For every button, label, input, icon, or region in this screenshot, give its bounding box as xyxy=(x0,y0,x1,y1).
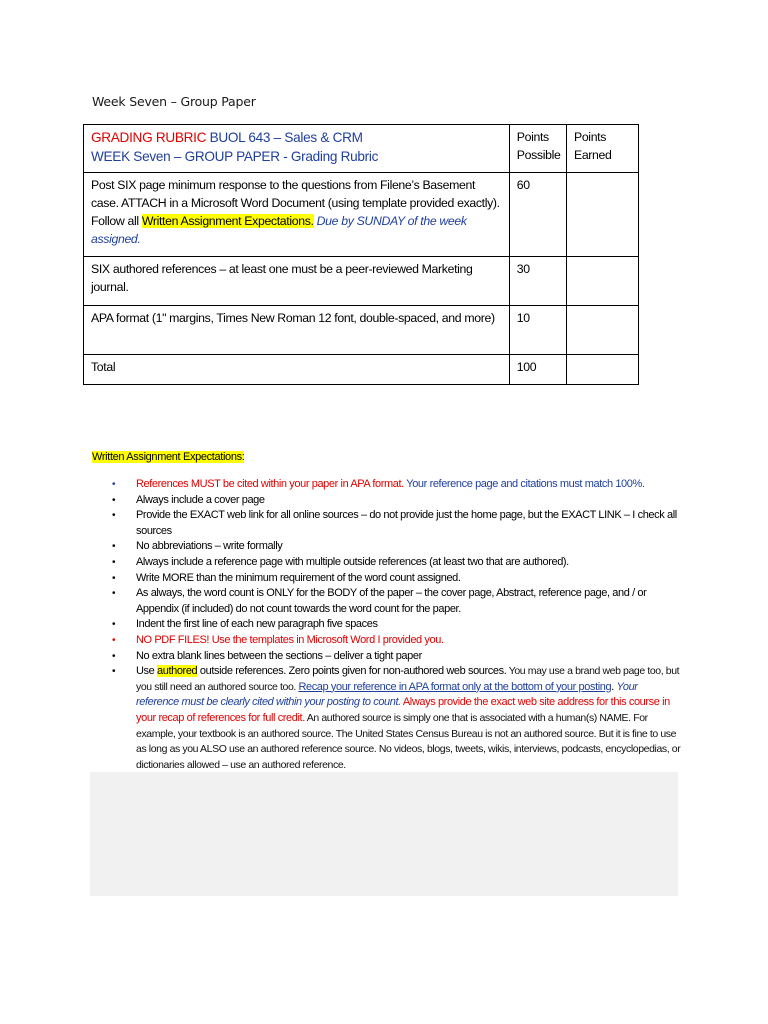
criterion-text: Post SIX page minimum response to the questions from Filene’s Basement case. ATTACH in a Microsoft Word Document (using template provided exactly). Follow all xyxy=(91,178,500,228)
due-date-end: . xyxy=(137,232,141,246)
item-text: References MUST be cited within your paper in APA format. xyxy=(136,478,404,490)
item-text: Always provide the exact web site address for this course in your recap of references for full credit. xyxy=(136,696,670,724)
points-earned-cell[interactable] xyxy=(566,306,638,355)
page-heading: Week Seven – Group Paper xyxy=(92,94,256,109)
item-text: You may use a brand web page too, but you still need an authored source too. xyxy=(136,665,680,693)
criterion-cell xyxy=(84,173,510,257)
criterion-cell: SIX authored references – at least one must be a peer-reviewed Marketing journal. xyxy=(84,257,510,306)
list-item xyxy=(92,586,682,617)
list-item xyxy=(92,539,682,555)
list-item xyxy=(92,508,682,539)
item-text: Always include a cover page xyxy=(136,493,265,506)
item-text: As always, the word count is ONLY for the BODY of the paper – the cover page, Abstract, reference page, and / or Appendix (if included) do not count towards the word count for the paper. xyxy=(136,587,647,615)
item-text: outside references. Zero points given for non-authored web sources. xyxy=(197,665,507,678)
bullet-icon: • xyxy=(112,588,116,600)
rubric-row xyxy=(84,306,639,355)
bullet-icon: • xyxy=(112,479,116,490)
list-item xyxy=(92,477,682,493)
course-label: BUOL 643 – Sales & CRM xyxy=(206,130,363,145)
bullet-icon: • xyxy=(112,572,116,584)
points-possible-cell: 60 xyxy=(509,173,566,257)
total-points-cell: 100 xyxy=(509,355,566,385)
due-date-text: Due by SUNDAY of the week assigned xyxy=(91,214,467,246)
points-possible-header: Points Possible xyxy=(509,125,566,173)
item-text: Indent the first line of each new paragraph five spaces xyxy=(136,618,378,631)
list-item xyxy=(92,649,682,665)
bullet-icon: • xyxy=(112,510,116,522)
points-earned-header: Points Earned xyxy=(566,125,638,173)
bullet-icon: • xyxy=(112,634,116,646)
total-label-cell: Total xyxy=(84,355,510,385)
item-text: Always include a reference page with multiple outside references (at least two that are authored). xyxy=(136,555,569,568)
bullet-icon: • xyxy=(112,619,116,631)
list-item xyxy=(92,664,682,773)
bullet-icon: • xyxy=(112,541,116,553)
authored-highlight: authored xyxy=(157,665,198,678)
points-possible-cell: 10 xyxy=(509,306,566,355)
rubric-row xyxy=(84,173,639,257)
list-item xyxy=(92,617,682,633)
points-earned-cell[interactable] xyxy=(566,257,638,306)
item-text: No extra blank lines between the sections – deliver a tight paper xyxy=(136,649,422,662)
rubric-total-row xyxy=(84,355,639,385)
grading-rubric-table xyxy=(83,124,639,385)
expectations-title: Written Assignment Expectations: xyxy=(92,451,245,463)
points-earned-cell[interactable] xyxy=(566,173,638,257)
criterion-cell: APA format (1" margins, Times New Roman 12 font, double-spaced, and more) xyxy=(84,306,510,355)
bullet-icon: • xyxy=(112,666,116,678)
item-text: Provide the EXACT web link for all online sources – do not provide just the home page, but the EXACT LINK – I check all sources xyxy=(136,509,677,537)
list-item xyxy=(92,555,682,571)
item-text: NO PDF FILES! xyxy=(136,633,210,646)
criterion-highlight: Written Assignment Expectations. xyxy=(141,214,314,228)
item-text: . xyxy=(611,680,614,693)
bullet-icon: • xyxy=(112,556,116,568)
rubric-header-row xyxy=(84,125,639,173)
grading-rubric-label: GRADING RUBRIC xyxy=(91,130,207,145)
item-text: Your reference page and citations must match 100%. xyxy=(403,478,645,490)
item-text: Use xyxy=(136,665,158,678)
rubric-title-line2: WEEK Seven – GROUP PAPER - Grading Rubric xyxy=(91,149,379,164)
rubric-title-line1 xyxy=(91,128,502,147)
points-possible-cell: 30 xyxy=(509,257,566,306)
total-earned-cell[interactable] xyxy=(566,355,638,385)
bullet-icon: • xyxy=(112,650,116,662)
rubric-title-cell xyxy=(84,125,510,173)
item-text: Your reference must be clearly cited within your posting to count. xyxy=(136,680,638,709)
list-item xyxy=(92,633,682,649)
expectations-list xyxy=(92,477,682,773)
item-text: An authored source is simply one that is associated with a human(s) NAME. For example, your textbook is an authored source. The United States Census Bureau is not an authored source. But it is fine to use as long as you ALSO use an authored reference source. No videos, blogs, tweets, wikis, interviews, podcasts, encyclopedias, or dictionaries allowed – use an authored reference. xyxy=(136,711,681,771)
item-text: Use the templates in Microsoft Word I provided you. xyxy=(209,633,444,646)
list-item xyxy=(92,571,682,587)
list-item xyxy=(92,493,682,509)
embedded-placeholder-area xyxy=(90,772,678,896)
rubric-row xyxy=(84,257,639,306)
item-text: Write MORE than the minimum requirement of the word count assigned. xyxy=(136,571,461,584)
item-text: No abbreviations – write formally xyxy=(136,540,283,553)
recap-reference-link[interactable]: Recap your reference in APA format only at the bottom of your posting xyxy=(298,680,612,693)
bullet-icon: • xyxy=(112,494,116,506)
